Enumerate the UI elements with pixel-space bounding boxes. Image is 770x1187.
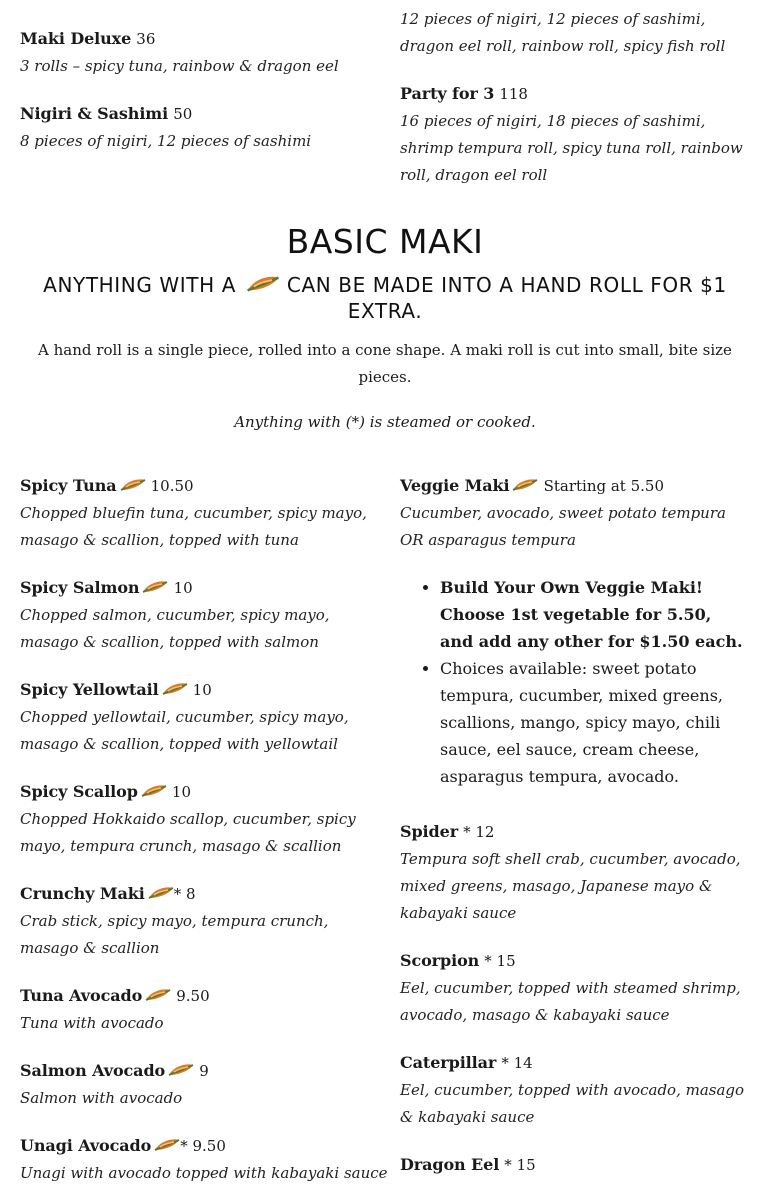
hand-roll-icon: [145, 988, 171, 1002]
item-price: 9: [199, 1062, 209, 1080]
hand-roll-icon: [141, 784, 167, 798]
menu-item-veggie-maki: [400, 472, 750, 790]
hand-roll-icon: [512, 478, 538, 492]
item-price: 118: [499, 85, 528, 103]
item-price: * 15: [504, 1156, 536, 1174]
list-item: • Choices available: sweet potato tempura, cucumber, mixed greens, scallions, mango, spicy mayo, chili sauce, eel sauce, cream cheese, asparagus tempura, avocado.: [440, 655, 750, 790]
item-name: Crunchy Maki: [20, 884, 145, 903]
top-right-column: [400, 6, 750, 189]
right-menu-column: [400, 472, 750, 1179]
item-price: 10: [173, 579, 193, 597]
menu-item: [20, 778, 370, 860]
item-price: 50: [173, 105, 193, 123]
menu-item: [20, 574, 370, 656]
item-name: Spicy Yellowtail: [20, 680, 159, 699]
menu-item: [20, 676, 370, 758]
item-description: 8 pieces of nigiri, 12 pieces of sashimi: [20, 132, 312, 150]
item-price: * 15: [484, 952, 516, 970]
item-name: Spicy Salmon: [20, 578, 140, 597]
top-left-column: [20, 0, 370, 155]
left-menu-column: [20, 472, 388, 1187]
item-price: * 12: [463, 823, 495, 841]
list-item: • Build Your Own Veggie Maki! Choose 1st vegetable for 5.50, and add any other for $1.50 each.: [440, 574, 750, 655]
item-description: 12 pieces of nigiri, 12 pieces of sashimi, dragon eel roll, rainbow roll, spicy fish roll: [400, 10, 726, 55]
item-name: Veggie Maki: [400, 476, 510, 495]
menu-item: [400, 947, 750, 1029]
item-price: 9.50: [176, 987, 210, 1005]
intro-text: A hand roll is a single piece, rolled into a cone shape. A maki roll is cut into small, bite size pieces.: [38, 341, 732, 386]
item-description: Salmon with avocado: [20, 1089, 183, 1107]
item-description: Cucumber, avocado, sweet potato tempura OR asparagus tempura: [400, 504, 726, 549]
item-description: Tempura soft shell crab, cucumber, avocado, mixed greens, masago, Japanese mayo & kabayaki sauce: [400, 850, 741, 922]
hand-roll-icon: [154, 1138, 180, 1152]
menu-item: [400, 80, 750, 189]
menu-item: [20, 472, 370, 554]
menu-item: [20, 25, 370, 80]
item-name: Spider: [400, 822, 459, 841]
menu-item: [20, 880, 370, 962]
item-description: Eel, cucumber, topped with steamed shrimp, avocado, masago & kabayaki sauce: [400, 979, 741, 1024]
hand-roll-icon: [142, 580, 168, 594]
item-description: 16 pieces of nigiri, 18 pieces of sashimi, shrimp tempura roll, spicy tuna roll, rainbow roll, dragon eel roll: [400, 112, 743, 184]
item-name: Dragon Eel: [400, 1155, 500, 1174]
item-description: Tuna with avocado: [20, 1014, 164, 1032]
menu-item: [20, 1132, 388, 1187]
item-description: Unagi with avocado topped with kabayaki sauce: [20, 1164, 388, 1182]
menu-item: [400, 6, 750, 60]
item-description: Chopped yellowtail, cucumber, spicy mayo, masago & scallion, topped with yellowtail: [20, 708, 349, 753]
hand-roll-icon: [246, 275, 280, 293]
item-name: Caterpillar: [400, 1053, 497, 1072]
veggie-options-list: [400, 574, 750, 790]
item-description: Eel, cucumber, topped with avocado, masago & kabayaki sauce: [400, 1081, 745, 1126]
steamed-note: Anything with (*) is steamed or cooked.: [234, 413, 536, 431]
item-price: 10.50: [150, 477, 194, 495]
hand-roll-icon: [168, 1063, 194, 1077]
item-name: Nigiri & Sashimi: [20, 104, 169, 123]
item-description: Chopped Hokkaido scallop, cucumber, spicy mayo, tempura crunch, masago & scallion: [20, 810, 356, 855]
item-name: Salmon Avocado: [20, 1061, 166, 1080]
item-name: Tuna Avocado: [20, 986, 143, 1005]
hand-roll-icon: [148, 886, 174, 900]
item-description: Chopped salmon, cucumber, spicy mayo, masago & scallion, topped with salmon: [20, 606, 330, 651]
item-price: 10: [171, 783, 191, 801]
menu-item: [400, 1151, 750, 1179]
item-description: Crab stick, spicy mayo, tempura crunch, masago & scallion: [20, 912, 329, 957]
notice-text-end: CAN BE MADE INTO A HAND ROLL FOR $1 EXTRA.: [286, 273, 727, 323]
item-name: Spicy Scallop: [20, 782, 138, 801]
item-description: 3 rolls – spicy tuna, rainbow & dragon eel: [20, 57, 339, 75]
item-price: 36: [136, 30, 156, 48]
item-name: Spicy Tuna: [20, 476, 117, 495]
item-price: Starting at 5.50: [543, 477, 664, 495]
item-price: * 14: [501, 1054, 533, 1072]
item-price: * 9.50: [180, 1137, 226, 1155]
hand-roll-notice: [0, 272, 770, 324]
hand-roll-icon: [162, 682, 188, 696]
item-name: Party for 3: [400, 84, 495, 103]
notice-text-start: ANYTHING WITH A: [43, 273, 236, 297]
item-price: 10: [192, 681, 212, 699]
menu-item: [20, 1057, 370, 1112]
item-name: Scorpion: [400, 951, 480, 970]
menu-item: [20, 982, 370, 1037]
item-name: Maki Deluxe: [20, 29, 132, 48]
item-price: * 8: [173, 885, 196, 903]
section-title: BASIC MAKI: [286, 222, 484, 261]
item-name: Unagi Avocado: [20, 1136, 152, 1155]
menu-item: [20, 100, 370, 155]
menu-item: [400, 1049, 750, 1131]
hand-roll-icon: [120, 478, 146, 492]
item-description: Chopped bluefin tuna, cucumber, spicy mayo, masago & scallion, topped with tuna: [20, 504, 367, 549]
menu-item: [400, 818, 750, 927]
